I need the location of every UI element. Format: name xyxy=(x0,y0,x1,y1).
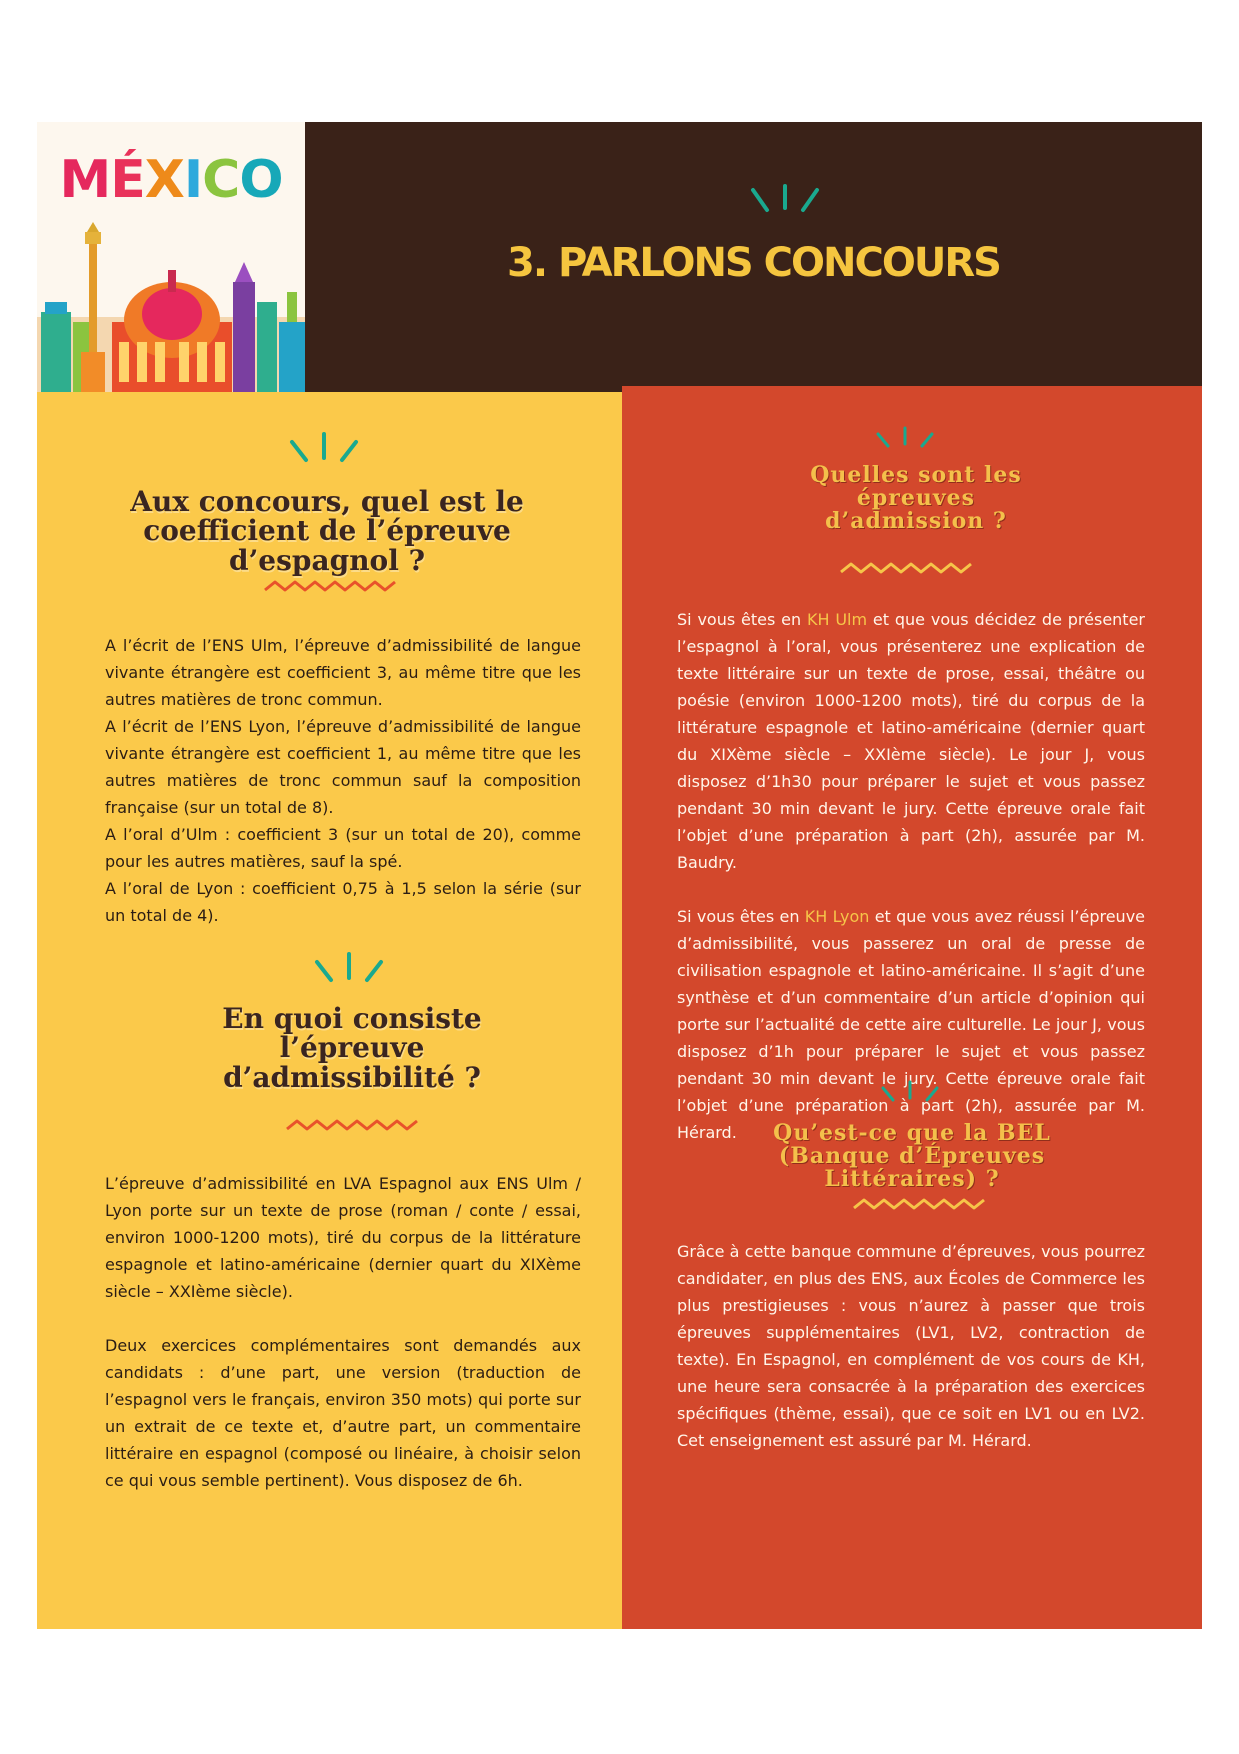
sparkle-lines-icon xyxy=(877,1080,943,1106)
paragraph xyxy=(677,606,1145,876)
sparkle-lines-icon xyxy=(309,952,389,986)
logo-letter: C xyxy=(202,150,240,210)
section-body xyxy=(677,1238,1145,1454)
mexico-skyline-illustration xyxy=(37,222,305,392)
paragraph: A l’oral d’Ulm : coefficient 3 (sur un total de 20), comme pour les autres matières, sauf la spé. xyxy=(105,825,581,871)
text: Si vous êtes en xyxy=(677,610,807,629)
class-highlight: KH Lyon xyxy=(804,907,870,926)
header-banner xyxy=(37,122,1202,392)
zigzag-divider-icon xyxy=(285,1117,419,1135)
sparkle-lines-icon xyxy=(284,432,364,466)
zigzag-divider-icon xyxy=(263,578,397,596)
section-heading: En quoi consiste l’épreuve d’admissibilité ? xyxy=(222,1002,482,1094)
paragraph: Grâce à cette banque commune d’épreuves, vous pourrez candidater, en plus des ENS, aux Écoles de Commerce les plus prestigieuses : vous n’aurez à passer que trois épreuves supplémentaires (LV1, LV2, contraction de texte). En Espagnol, en complément de vos cours de KH, une heure sera consacrée à la préparation des exercices spécifiques (thème, essai), que ce soit en LV1 ou en LV2. Cet enseignement est assuré par M. Hérard. xyxy=(677,1242,1145,1450)
left-column xyxy=(37,392,622,1629)
mexico-wordmark xyxy=(37,150,305,210)
mexico-logo xyxy=(37,122,305,392)
paragraph: A l’écrit de l’ENS Lyon, l’épreuve d’admissibilité de langue vivante étrangère est coefficient 1, au même titre que les autres matières de tronc commun sauf la composition française (sur un total de 8). xyxy=(105,717,581,817)
zigzag-divider-icon xyxy=(839,560,973,578)
section-body xyxy=(105,632,581,929)
paragraph: Deux exercices complémentaires sont demandés aux candidats : d’une part, une version (traduction de l’espagnol vers le français, environ 350 mots) qui porte sur un extrait de ce texte et, d’autre part, un commentaire littéraire en espagnol (composé ou linéaire, à choisir selon ce qui vous semble pertinent). Vous disposez de 6h. xyxy=(105,1336,581,1490)
text: et que vous décidez de présenter l’espagnol à l’oral, vous présenterez une explication de texte littéraire sur un texte de prose, essai, théâtre ou poésie (environ 1000-1200 mots), tiré du corpus de la littérature espagnole et latino-américaine (dernier quart du XIXème siècle – XXIème siècle). Le jour J, vous disposez d’1h30 pour préparer le sujet et vous passez pendant 30 min devant le jury. Cette épreuve orale fait l’objet d’une préparation à part (2h), assurée par M. Baudry. xyxy=(677,610,1146,872)
section-heading: Aux concours, quel est le coefficient de l’épreuve d’espagnol ? xyxy=(130,485,524,577)
page xyxy=(37,122,1202,1629)
section-body xyxy=(105,1170,581,1494)
text: et que vous avez réussi l’épreuve d’admissibilité, vous passerez un oral de presse de civilisation espagnole et latino-américaine. Il s’agit d’une synthèse et d’un commentaire d’un article d’opinion qui porte sur l’actualité de cette aire culturelle. Le jour J, vous disposez d’1h pour préparer le sujet et vous passez pendant 30 min devant le jury. Cette épreuve orale fait l’objet d’une préparation à part (2h), assurée par M. Hérard. xyxy=(677,907,1146,1142)
paragraph xyxy=(677,903,1145,1146)
section-heading: Qu’est-ce que la BEL (Banque d’Épreuves Littéraires) ? xyxy=(773,1120,1051,1193)
page-title: 3. PARLONS CONCOURS xyxy=(507,240,1000,286)
text: Si vous êtes en xyxy=(677,907,805,926)
sparkle-lines-icon xyxy=(745,184,825,218)
paragraph: L’épreuve d’admissibilité en LVA Espagnol aux ENS Ulm / Lyon porte sur un texte de prose (roman / conte / essai, environ 1000-1200 mots), tiré du corpus de la littérature espagnole et latino-américaine (dernier quart du XIXème siècle – XXIème siècle). xyxy=(105,1174,581,1301)
section-body xyxy=(677,606,1145,1146)
paragraph: A l’oral de Lyon : coefficient 0,75 à 1,5 selon la série (sur un total de 4). xyxy=(105,879,581,925)
logo-letter: É xyxy=(110,150,145,210)
sparkle-lines-icon xyxy=(872,426,938,452)
logo-letter: M xyxy=(59,150,111,210)
section-heading: Quelles sont les épreuves d’admission ? xyxy=(810,462,1022,535)
class-highlight: KH Ulm xyxy=(806,610,868,629)
logo-letter: O xyxy=(239,150,283,210)
paragraph: A l’écrit de l’ENS Ulm, l’épreuve d’admissibilité de langue vivante étrangère est coefficient 3, au même titre que les autres matières de tronc commun. xyxy=(105,636,581,709)
zigzag-divider-icon xyxy=(852,1196,986,1214)
logo-letter: I xyxy=(183,150,203,210)
logo-letter: X xyxy=(144,150,184,210)
right-column xyxy=(622,386,1202,1629)
